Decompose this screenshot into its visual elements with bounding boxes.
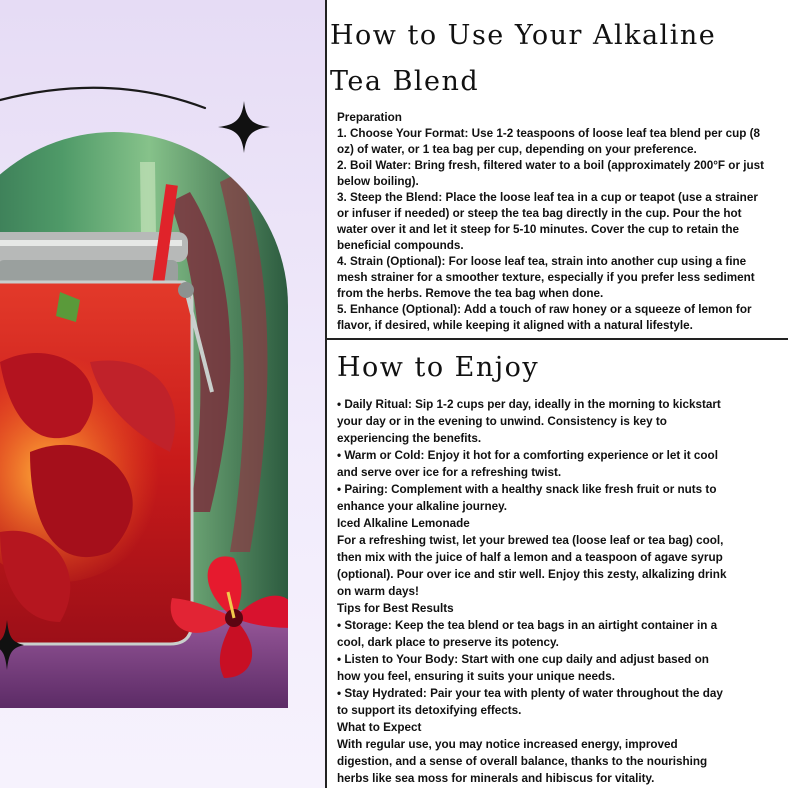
preparation-text [337,110,782,334]
text-line: 4. Strain (Optional): For loose leaf tea, strain into another cup using a fine [337,255,747,268]
text-line: your day or in the evening to unwind. Consistency is key to [337,415,667,428]
text-line: cool, dark place to preserve its potency. [337,636,559,649]
section1-title-line1: How to Use Your Alkaline [330,20,717,51]
illustration-panel [0,0,325,788]
text-line: then mix with the juice of half a lemon and a teaspoon of agave syrup [337,551,723,564]
sparkle-icon [218,101,270,153]
text-line: on warm days! [337,585,419,598]
text-line: 5. Enhance (Optional): Add a touch of raw honey or a squeeze of lemon for [337,303,752,316]
text-line: oz) of water, or 1 tea bag per cup, depending on your preference. [337,143,697,156]
text-line: from the herbs. Remove the tea bag when done. [337,287,604,300]
text-line: • Stay Hydrated: Pair your tea with plenty of water throughout the day [337,687,723,700]
text-line: herbs like sea moss for minerals and hibiscus for vitality. [337,772,655,785]
text-line: • Pairing: Complement with a healthy snack like fresh fruit or nuts to [337,483,717,496]
text-line: What to Expect [337,721,422,734]
text-line: Tips for Best Results [337,602,454,615]
text-line: • Warm or Cold: Enjoy it hot for a comforting experience or let it cool [337,449,718,462]
text-line: enhance your alkaline journey. [337,500,507,513]
text-line: • Listen to Your Body: Start with one cup daily and adjust based on [337,653,709,666]
tea-jar-image [0,132,288,708]
section2-title: How to Enjoy [337,352,540,383]
sparkle-icon-small [0,620,24,670]
text-line: to support its detoxifying effects. [337,704,522,717]
vertical-divider [325,0,327,788]
horizontal-divider [325,338,788,340]
text-line: mesh strainer for a smoother texture, especially if you prefer less sediment [337,271,755,284]
text-line: 3. Steep the Blend: Place the loose leaf tea in a cup or teapot (use a strainer [337,191,758,204]
text-line: or infuser if needed) or steep the tea bag directly in the cup. Pour the hot [337,207,742,220]
text-line: • Storage: Keep the tea blend or tea bags in an airtight container in a [337,619,718,632]
enjoy-text [337,396,782,787]
text-line: (optional). Pour over ice and stir well. Enjoy this zesty, alkalizing drink [337,568,727,581]
text-line: Preparation [337,111,402,124]
text-line: • Daily Ritual: Sip 1-2 cups per day, ideally in the morning to kickstart [337,398,721,411]
text-line: For a refreshing twist, let your brewed tea (loose leaf or tea bag) cool, [337,534,724,547]
text-line: how you feel, ensuring it suits your unique needs. [337,670,615,683]
text-line: flavor, if desired, while keeping it aligned with a natural lifestyle. [337,319,693,332]
decorative-swoosh [0,0,325,140]
text-line: experiencing the benefits. [337,432,482,445]
text-line: beneficial compounds. [337,239,464,252]
text-line: 1. Choose Your Format: Use 1-2 teaspoons of loose leaf tea blend per cup (8 [337,127,761,140]
text-line: digestion, and a sense of overall balance, thanks to the nourishing [337,755,708,768]
text-line: and serve over ice for a refreshing twist. [337,466,562,479]
text-line: 2. Boil Water: Bring fresh, filtered water to a boil (approximately 200°F or just [337,159,765,172]
text-line: With regular use, you may notice increased energy, improved [337,738,678,751]
text-line: water over it and let it steep for 5-10 minutes. Cover the cup to retain the [337,223,740,236]
text-line: Iced Alkaline Lemonade [337,517,470,530]
text-line: below boiling). [337,175,419,188]
section1-title-line2: Tea Blend [330,66,480,97]
